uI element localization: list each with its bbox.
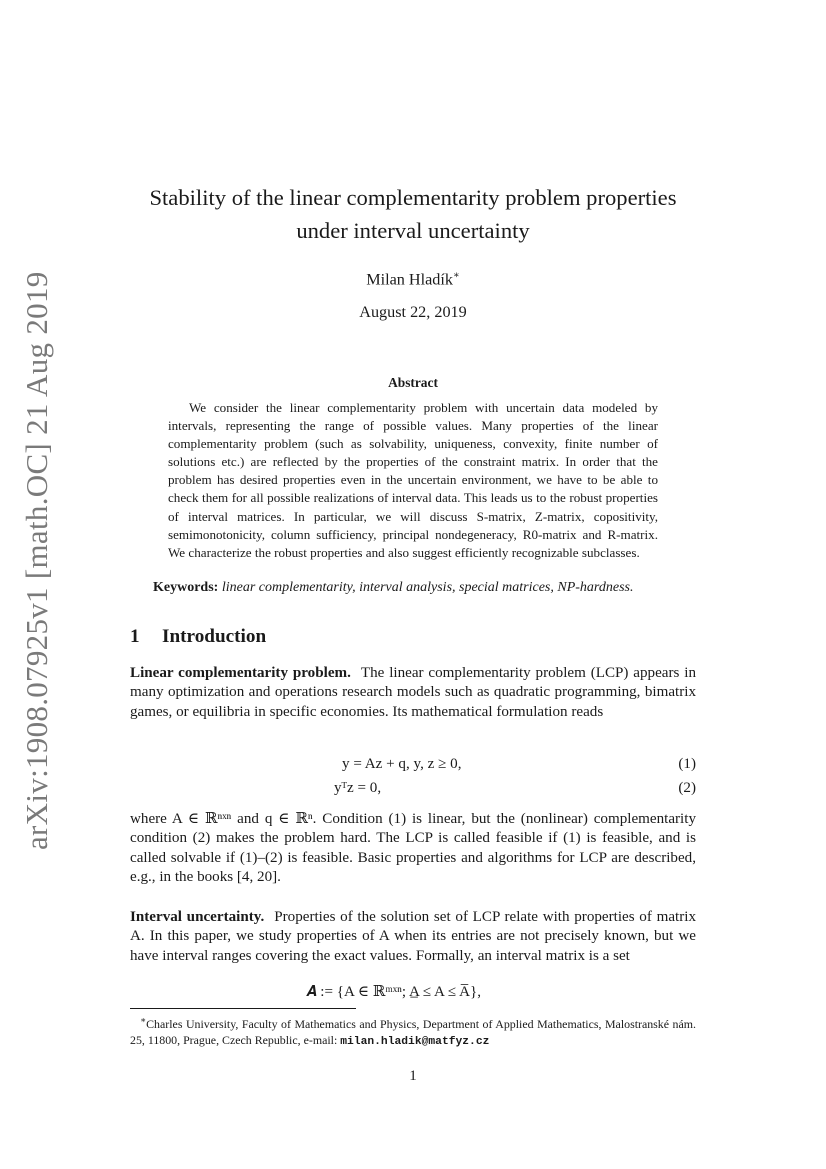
title-line-1: Stability of the linear complementarity problem properties	[149, 185, 677, 210]
author	[130, 266, 696, 289]
paragraph-heading-interval: Interval uncertainty.	[130, 909, 265, 925]
footnote-email[interactable]: milan.hladik@matfyz.cz	[340, 1036, 490, 1049]
keywords-label: Keywords:	[153, 580, 219, 595]
footnote-rule	[130, 1008, 356, 1009]
arxiv-identifier: arXiv:1908.07925v1 [math.OC] 21 Aug 2019	[19, 271, 54, 850]
abstract-text: We consider the linear complementarity problem with uncertain data modeled by intervals, representing the range of possible values. Many properties of the linear complementarity problem (such as solvability, uniqueness, convexity, finite number of solutions etc.) are reflected by the properties of the constraint matrix. In order that the problem has desired properties even in the uncertain environment, we have to be able to check them for all possible realizations of interval data. This leads us to the robust properties of interval matrices. In particular, we will discuss S-matrix, Z-matrix, copositivity, semimonotonicity, column sufficiency, principal nondegeneracy, R0-matrix and R-matrix. We characterize the robust properties and also suggest efficiently recognizable subclasses.	[168, 400, 658, 560]
section-heading	[130, 625, 266, 649]
footnote-mark: ∗	[140, 1015, 147, 1025]
date: August 22, 2019	[359, 303, 467, 321]
author-footnote-mark: ∗	[452, 270, 460, 281]
equation-3-body: 𝑨 := {A ∈ ℝᵐˣⁿ; A̲ ≤ A ≤ A̅},	[306, 984, 482, 1000]
paragraph-heading-lcp: Linear complementarity problem.	[130, 665, 351, 681]
equation-2-body: yᵀz = 0,	[334, 780, 382, 796]
title-line-2: under interval uncertainty	[296, 218, 530, 243]
paper-title	[130, 181, 696, 247]
keywords-list: linear complementarity, interval analysis, special matrices, NP-hardness.	[221, 580, 634, 595]
section-title: Introduction	[162, 626, 267, 647]
paragraph-conditions: where A ∈ ℝⁿˣⁿ and q ∈ ℝⁿ. Condition (1) is linear, but the (nonlinear) complementarity condition (2) makes the problem hard. The LCP is called feasible if (1) is feasible, and is called solvable if (1)–(2) is feasible. Basic properties and algorithms for LCP are described, e.g., in the books [4, 20].	[130, 811, 696, 886]
paragraph-interval	[130, 908, 696, 966]
abstract-heading: Abstract	[388, 375, 438, 390]
footnote-text: Charles University, Faculty of Mathematics and Physics, Department of Applied Mathematics, Malostranské nám. 25, 11800, Prague, Czech Republic, e-mail:	[130, 1016, 696, 1048]
keywords	[153, 579, 713, 597]
page-number: 1	[409, 1068, 417, 1084]
equation-1-tag: (1)	[678, 756, 696, 772]
arxiv-stamp	[12, 271, 62, 850]
section-number: 1	[130, 626, 140, 647]
equation-2-tag: (2)	[678, 780, 696, 796]
paragraph-lcp	[130, 664, 696, 722]
footnote	[130, 1012, 696, 1051]
author-name: Milan Hladík	[366, 270, 453, 289]
paragraph-text-lcp: The linear complementarity problem (LCP) appears in many optimization and operations research models such as quadratic programming, bimatrix games, or equilibria in specific economies. Its mathematical formulation reads	[130, 665, 696, 720]
paragraph-text-interval: Properties of the solution set of LCP relate with properties of matrix A. In this paper, we study properties of A when its entries are not precisely known, but we have interval ranges covering the exact values. Formally, an interval matrix is a set	[130, 909, 696, 964]
equation-1-body: y = Az + q, y, z ≥ 0,	[342, 756, 462, 772]
